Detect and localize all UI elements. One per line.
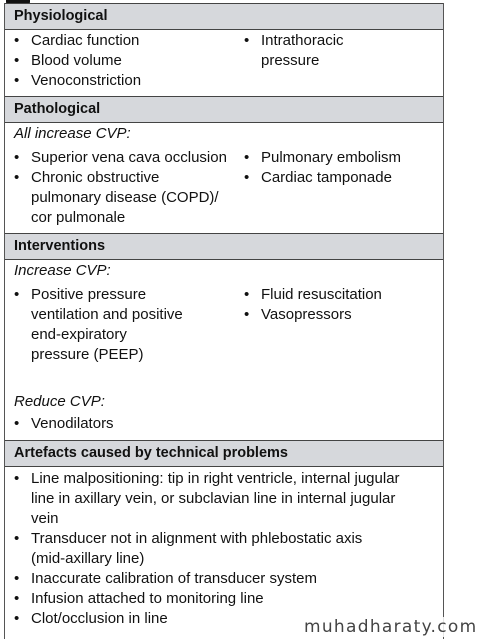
bullet-item: • Cardiac tamponade xyxy=(244,168,401,188)
bullet-item: • Venoconstriction xyxy=(14,71,141,91)
interventions-increase-list-right xyxy=(244,285,382,325)
interventions-increase-list-left xyxy=(14,285,183,365)
bullet-item: • Superior vena cava occlusion xyxy=(14,148,227,168)
bullet-item: • Fluid resuscitation xyxy=(244,285,382,305)
bullet-item: • Inaccurate calibration of transducer system xyxy=(14,569,400,589)
interventions-reduce-label: Reduce CVP: xyxy=(14,393,105,410)
physiological-list-left xyxy=(14,31,141,91)
pathological-list-right xyxy=(244,148,401,188)
pathological-subheading: All increase CVP: xyxy=(14,125,131,142)
bullet-item: • Infusion attached to monitoring line xyxy=(14,589,400,609)
artefacts-list xyxy=(14,469,400,629)
bullet-item: • Pulmonary embolism xyxy=(244,148,401,168)
bullet-item: • Venodilators xyxy=(14,414,114,434)
bullet-item: • Chronic obstructive pulmonary disease (COPD)/ cor pulmonale xyxy=(14,168,227,228)
bullet-item: • Vasopressors xyxy=(244,305,382,325)
interventions-increase-label: Increase CVP: xyxy=(14,262,111,279)
bullet-item: • Clot/occlusion in line xyxy=(14,609,400,629)
bullet-item: • Blood volume xyxy=(14,51,141,71)
pathological-list-left xyxy=(14,148,227,228)
bullet-item: • Positive pressure ventilation and positive end-expiratory pressure (PEEP) xyxy=(14,285,183,365)
physiological-list-right xyxy=(244,31,344,71)
interventions-reduce-list xyxy=(14,414,114,434)
bullet-item: • Line malpositioning: tip in right ventricle, internal jugular line in axillary vein, or subclavian line in internal jugular vein xyxy=(14,469,400,529)
bullet-item: • Transducer not in alignment with phlebostatic axis (mid-axillary line) xyxy=(14,529,400,569)
watermark-text: muhadharaty.com xyxy=(301,617,480,637)
bullet-item: • Cardiac function xyxy=(14,31,141,51)
section-header-interventions: Interventions xyxy=(5,233,443,260)
section-header-physiological: Physiological xyxy=(5,3,443,30)
bullet-item: • Intrathoracic pressure xyxy=(244,31,344,71)
section-header-artefacts: Artefacts caused by technical problems xyxy=(5,440,443,467)
section-header-pathological: Pathological xyxy=(5,96,443,123)
